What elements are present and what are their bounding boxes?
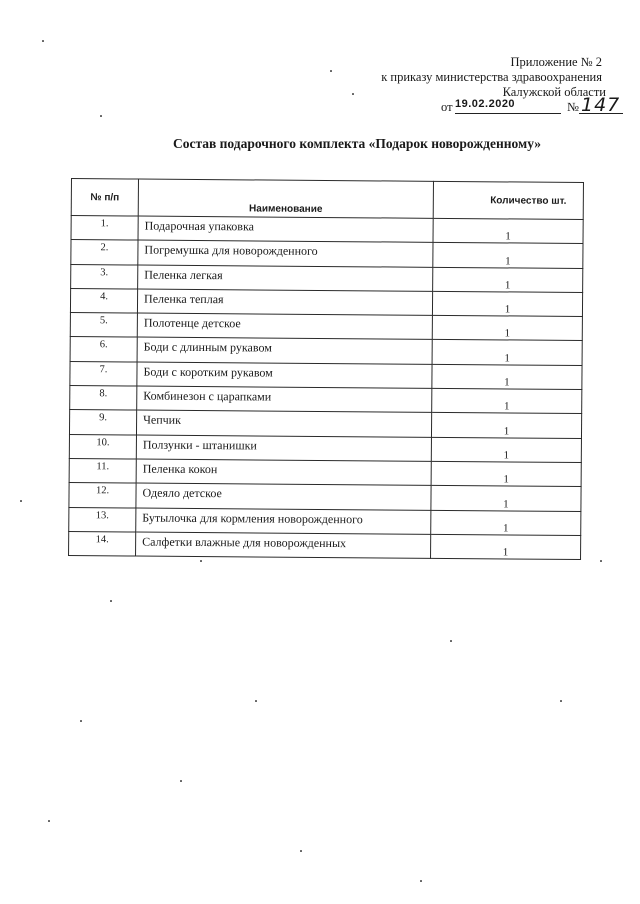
number-sign: № — [567, 100, 579, 114]
table-body — [69, 216, 584, 560]
region-name: Калужской области — [502, 85, 606, 99]
row-number: 13. — [69, 507, 136, 532]
speckle — [600, 560, 602, 562]
appendix-label: Приложение № 2 — [510, 55, 602, 69]
order-number: 147 — [581, 94, 621, 116]
item-quantity: 1 — [432, 340, 582, 365]
speckle — [420, 880, 422, 882]
column-header-name: Наименование — [138, 179, 433, 218]
speckle — [48, 820, 50, 822]
item-quantity: 1 — [431, 510, 581, 535]
number-underline — [579, 113, 623, 114]
item-name: Погремушка для новорожденного — [138, 240, 433, 267]
row-number: 11. — [69, 458, 136, 483]
speckle — [110, 600, 112, 602]
speckle — [330, 70, 332, 72]
item-quantity: 1 — [432, 364, 582, 389]
item-name: Бутылочка для кормления новорожденного — [136, 508, 431, 535]
speckle — [42, 40, 44, 42]
item-name: Полотенце детское — [137, 313, 432, 340]
speckle — [255, 700, 257, 702]
document-title: Состав подарочного комплекта «Подарок новорожденному» — [172, 136, 542, 151]
item-name: Пеленка легкая — [138, 265, 433, 292]
item-quantity: 1 — [431, 437, 581, 462]
row-number: 12. — [69, 483, 136, 508]
row-number: 1. — [71, 216, 138, 241]
row-number: 9. — [69, 410, 136, 435]
speckle — [352, 93, 354, 95]
table-header-row — [71, 179, 583, 220]
row-number: 5. — [70, 313, 137, 338]
speckle — [180, 780, 182, 782]
item-quantity: 1 — [433, 243, 583, 268]
speckle — [80, 720, 82, 722]
item-quantity: 1 — [431, 413, 581, 438]
date-number-row — [441, 94, 621, 118]
row-number: 14. — [69, 531, 136, 556]
order-date: 19.02.2020 — [455, 98, 516, 110]
table-row — [69, 531, 581, 559]
item-name: Боди с длинным рукавом — [137, 338, 432, 365]
item-name: Ползунки - штанишки — [136, 435, 431, 462]
speckle — [100, 115, 102, 117]
row-number: 8. — [70, 386, 137, 411]
item-quantity: 1 — [431, 486, 581, 511]
row-number: 4. — [70, 288, 137, 313]
item-quantity: 1 — [432, 316, 582, 341]
speckle — [300, 850, 302, 852]
gift-set-table — [68, 178, 584, 560]
row-number: 10. — [69, 434, 136, 459]
item-name: Салфетки влажные для новорожденных — [136, 532, 431, 559]
item-quantity: 1 — [432, 388, 582, 413]
order-reference: к приказу министерства здравоохранения — [381, 70, 602, 84]
item-name: Подарочная упаковка — [138, 216, 433, 243]
item-name: Одеяло детское — [136, 483, 431, 510]
column-header-quantity: Количество шт. — [433, 181, 583, 219]
item-quantity: 1 — [433, 218, 583, 243]
date-underline — [455, 113, 561, 114]
item-name: Комбинезон с царапками — [137, 386, 432, 413]
item-quantity: 1 — [433, 267, 583, 292]
row-number: 3. — [71, 264, 138, 289]
item-name: Чепчик — [136, 410, 431, 437]
speckle — [20, 500, 22, 502]
speckle — [200, 560, 202, 562]
item-quantity: 1 — [431, 461, 581, 486]
speckle — [560, 700, 562, 702]
item-quantity: 1 — [431, 534, 581, 559]
item-quantity: 1 — [432, 291, 582, 316]
item-name: Боди с коротким рукавом — [137, 362, 432, 389]
row-number: 2. — [71, 240, 138, 265]
date-prefix: от — [441, 100, 453, 114]
speckle — [450, 640, 452, 642]
item-name: Пеленка кокон — [136, 459, 431, 486]
row-number: 6. — [70, 337, 137, 362]
row-number: 7. — [70, 361, 137, 386]
column-header-number: № п/п — [71, 179, 138, 217]
item-name: Пеленка теплая — [137, 289, 432, 316]
